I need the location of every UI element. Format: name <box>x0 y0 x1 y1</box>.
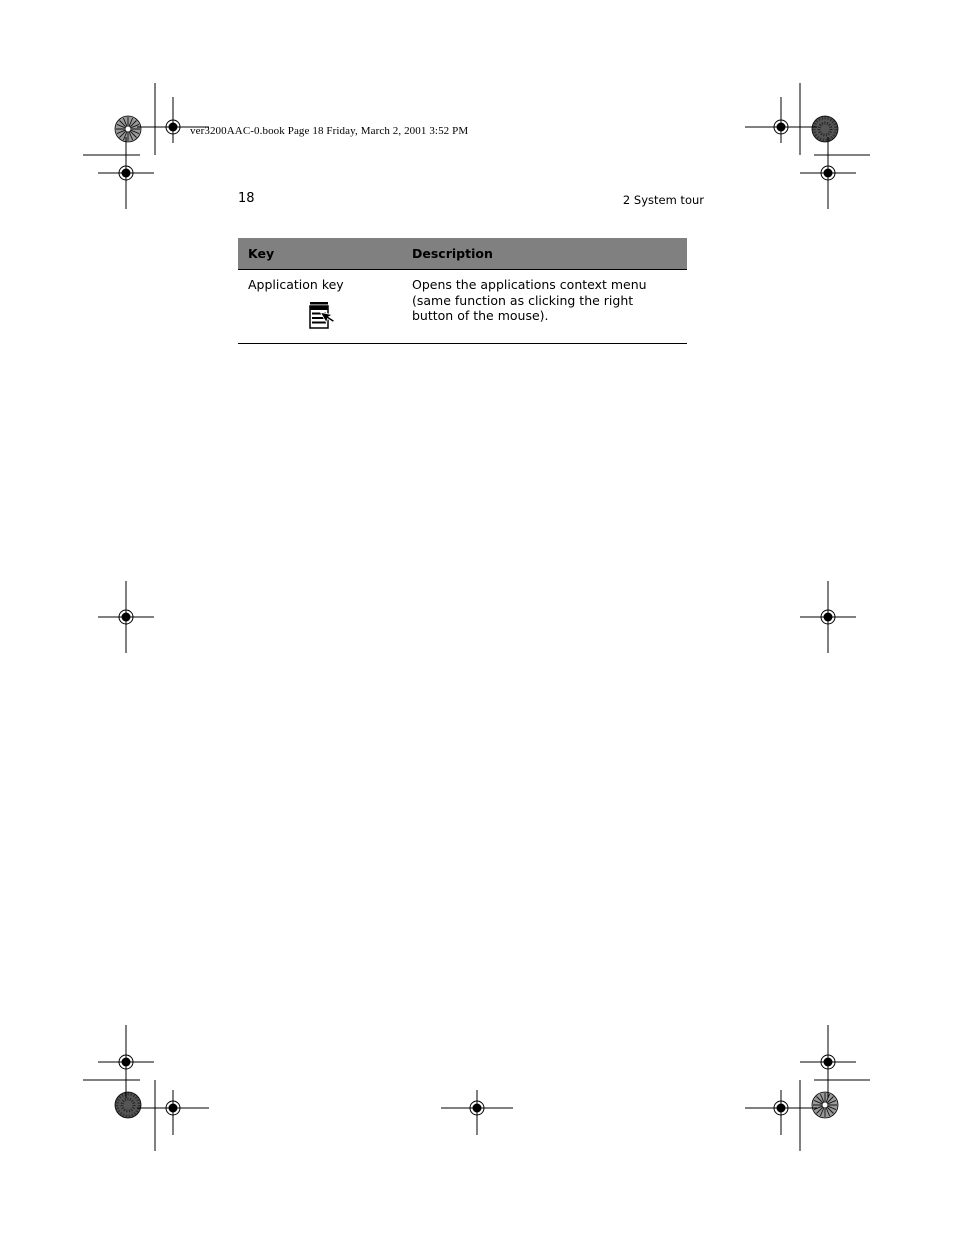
section-title: 2 System tour <box>622 193 704 207</box>
table-header-row <box>238 238 687 270</box>
header-key: Key <box>238 238 402 270</box>
description-cell: Opens the applications context menu (same function as clicking the right button of the mouse). <box>402 270 687 344</box>
table-row <box>238 270 687 344</box>
key-table <box>238 238 687 344</box>
application-key-icon <box>308 301 336 329</box>
header-description: Description <box>402 238 687 270</box>
page-number: 18 <box>238 191 255 206</box>
key-cell <box>238 270 402 344</box>
print-slug: ver3200AAC-0.book Page 18 Friday, March 2, 2001 3:52 PM <box>190 125 469 137</box>
key-name: Application key <box>248 277 344 292</box>
